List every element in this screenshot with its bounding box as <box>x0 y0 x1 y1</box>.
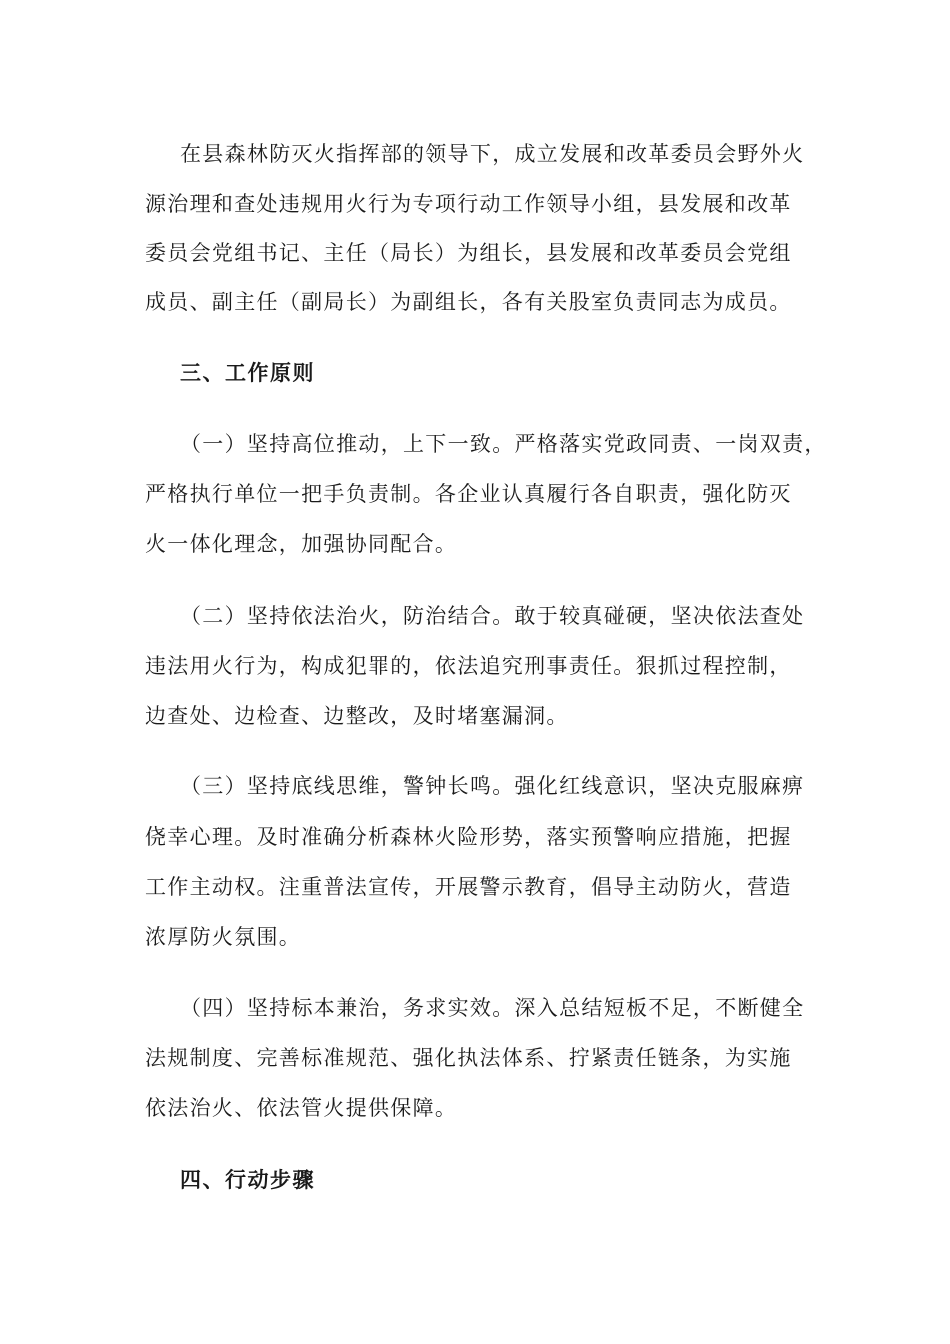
paragraph-1-line-2: 源治理和查处违规用火行为专项行动工作领导小组，县发展和改革 <box>145 192 792 216</box>
paragraph-4-line-3: 工作主动权。注重普法宣传，开展警示教育，倡导主动防火，营造 <box>145 875 792 899</box>
paragraph-5-line-2: 法规制度、完善标准规范、强化执法体系、拧紧责任链条，为实施 <box>145 1046 792 1070</box>
paragraph-4-line-1: （三）坚持底线思维，警钟长鸣。强化红线意识，坚决克服麻痹 <box>180 774 805 798</box>
paragraph-3-line-3: 边查处、边检查、边整改，及时堵塞漏洞。 <box>145 704 569 728</box>
paragraph-3-line-2: 违法用火行为，构成犯罪的，依法追究刑事责任。狠抓过程控制， <box>145 654 792 678</box>
paragraph-1-line-1: 在县森林防灭火指挥部的领导下，成立发展和改革委员会野外火 <box>180 142 805 166</box>
section-heading-principles: 三、工作原则 <box>180 361 315 385</box>
paragraph-4-line-2: 侥幸心理。及时准确分析森林火险形势，落实预警响应措施，把握 <box>145 825 792 849</box>
paragraph-3-line-1: （二）坚持依法治火，防治结合。敢于较真碰硬，坚决依法查处 <box>180 604 805 628</box>
paragraph-1-line-4: 成员、副主任（副局长）为副组长，各有关股室负责同志为成员。 <box>145 290 792 314</box>
paragraph-2-line-2: 严格执行单位一把手负责制。各企业认真履行各自职责，强化防灭 <box>145 482 792 506</box>
paragraph-1-line-3: 委员会党组书记、主任（局长）为组长，县发展和改革委员会党组 <box>145 241 792 265</box>
paragraph-5-line-1: （四）坚持标本兼治，务求实效。深入总结短板不足，不断健全 <box>180 996 805 1020</box>
paragraph-2-line-3: 火一体化理念，加强协同配合。 <box>145 532 458 556</box>
section-heading-action-steps: 四、行动步骤 <box>180 1168 315 1192</box>
paragraph-5-line-3: 依法治火、依法管火提供保障。 <box>145 1096 458 1120</box>
paragraph-2-line-1: （一）坚持高位推动，上下一致。严格落实党政同责、一岗双责， <box>180 432 827 456</box>
paragraph-4-line-4: 浓厚防火氛围。 <box>145 925 302 949</box>
